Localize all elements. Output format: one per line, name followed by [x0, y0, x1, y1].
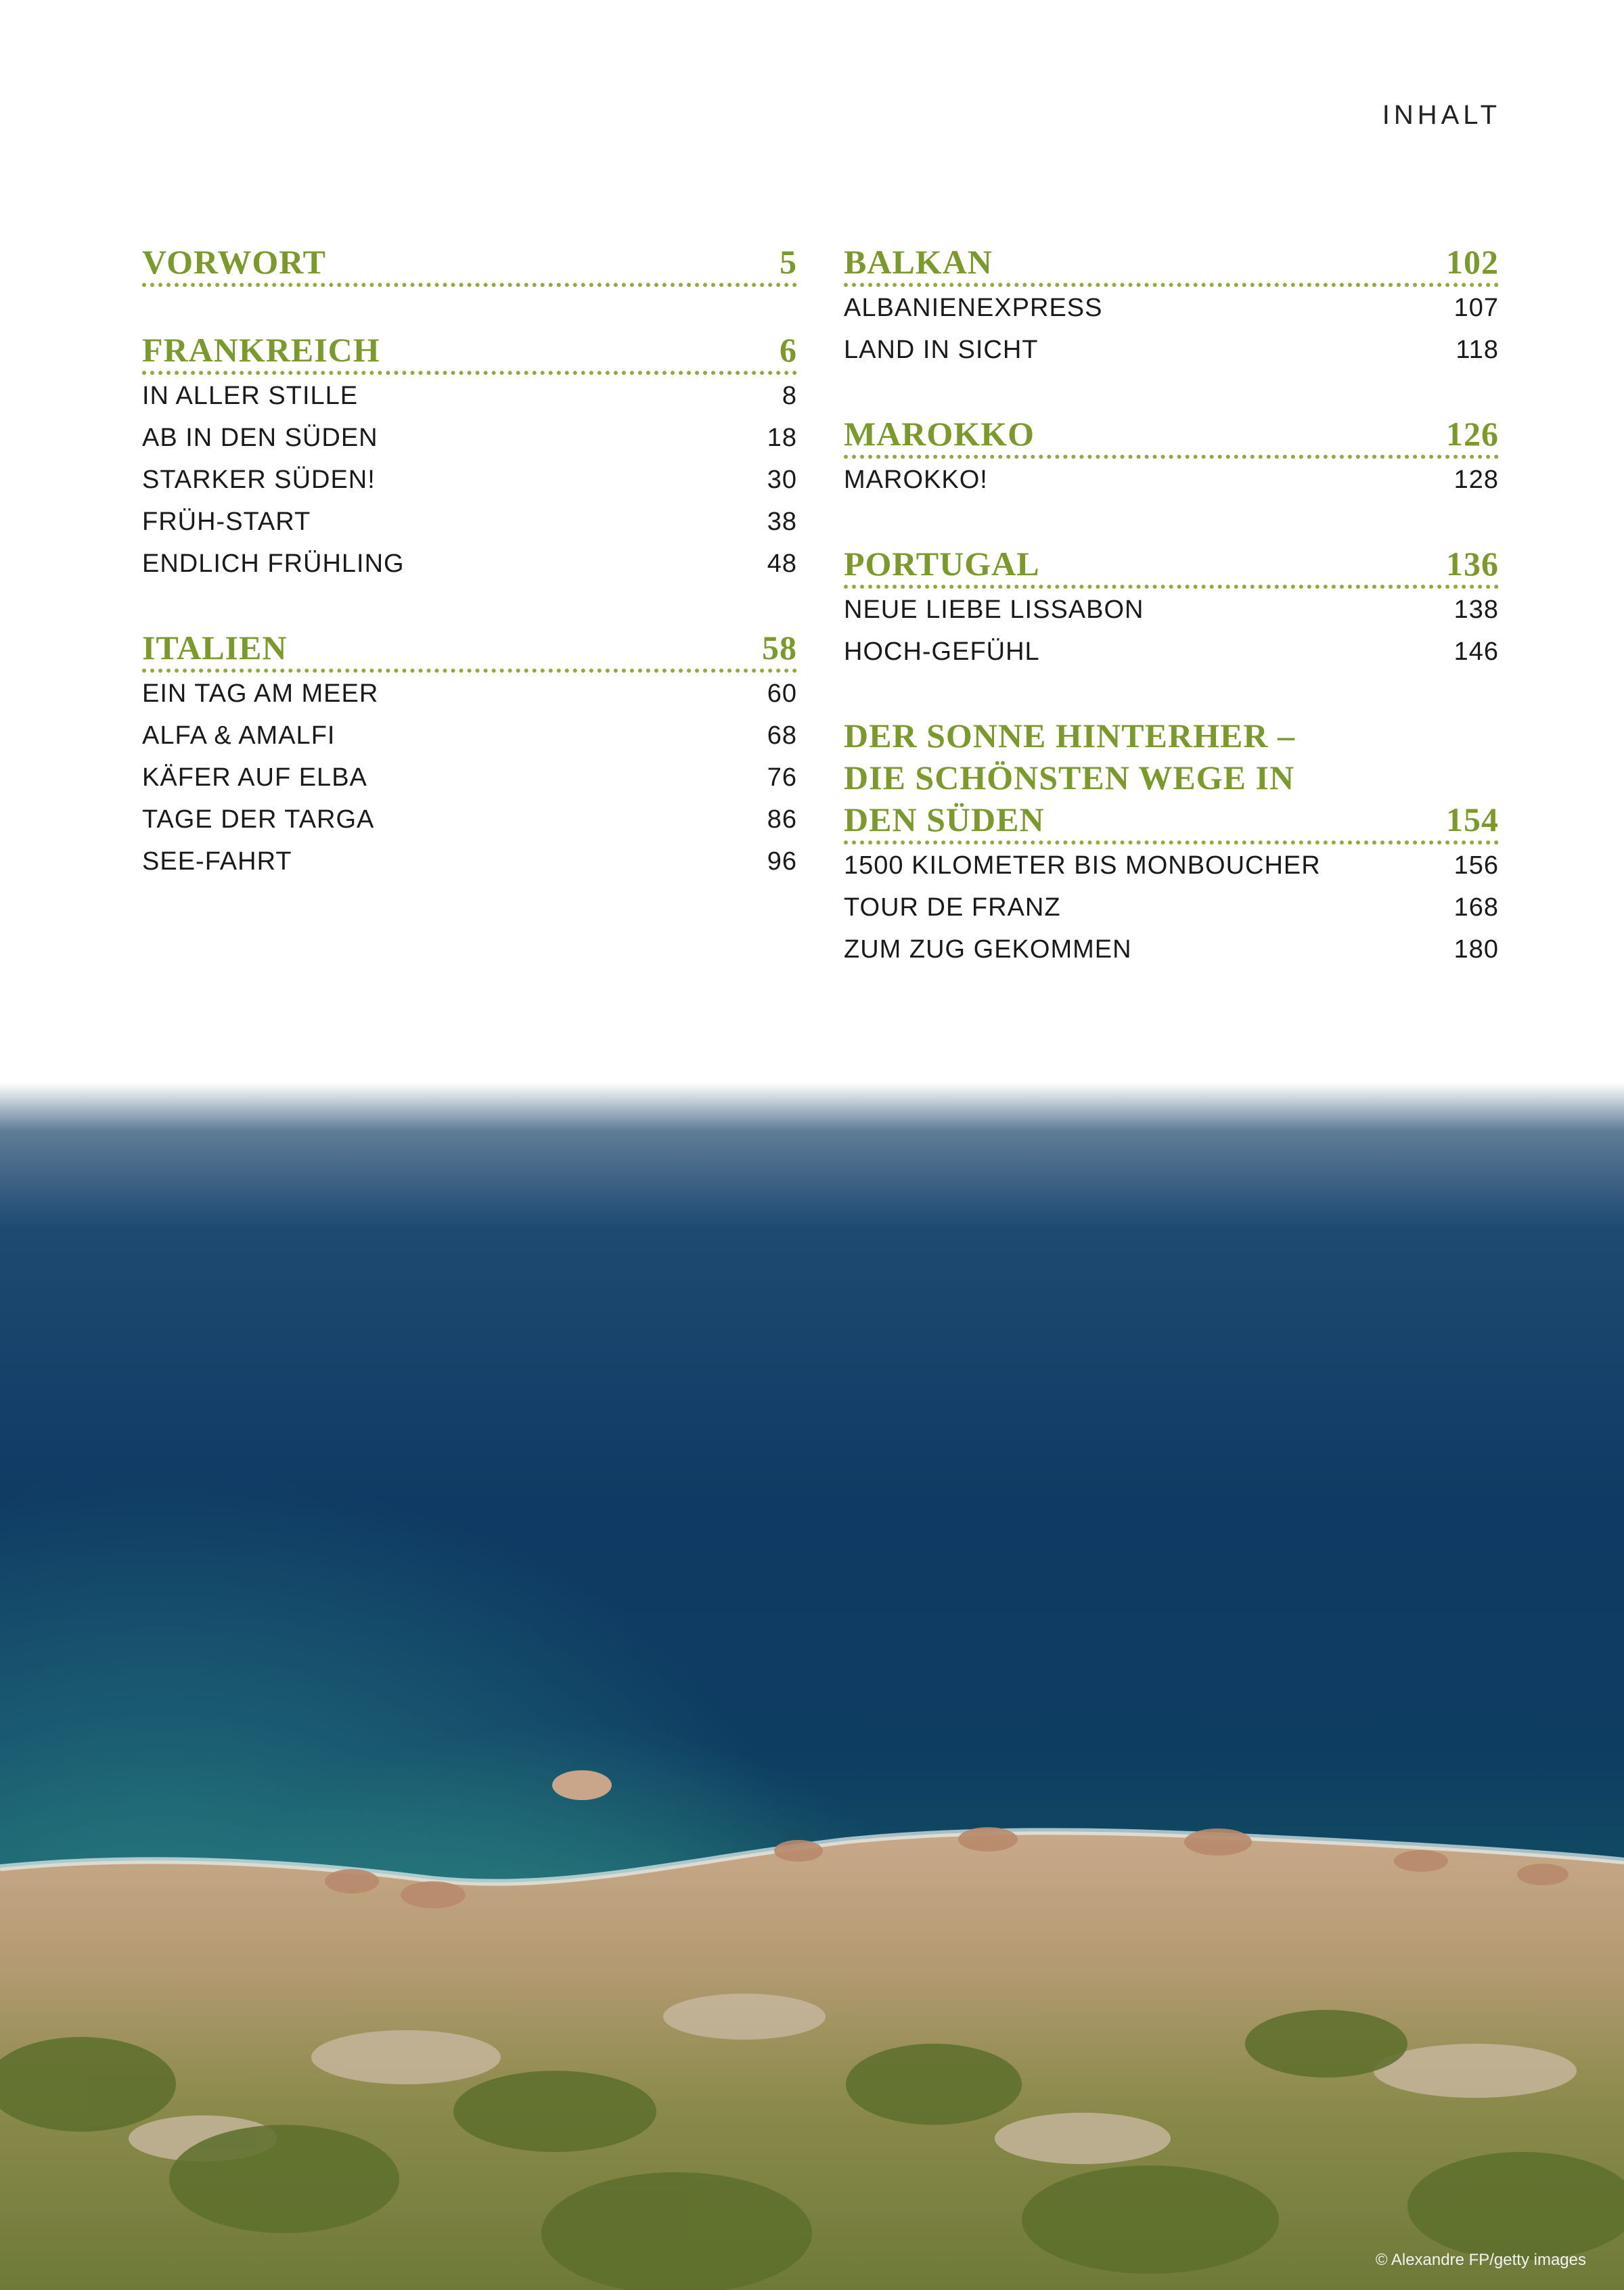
entry-page: 180 [1453, 935, 1499, 964]
entry-label: LAND IN SICHT [844, 336, 1039, 364]
section-page-number: 102 [1446, 243, 1499, 281]
entry-page: 8 [782, 382, 797, 410]
section-title: BALKAN [844, 243, 993, 281]
toc-section-italien [142, 627, 797, 882]
entry-label: TAGE DER TARGA [142, 805, 375, 834]
entry-page: 48 [767, 549, 797, 578]
toc-section-der-sonne-hinterher [844, 715, 1499, 970]
entry-label: TOUR DE FRANZ [844, 893, 1061, 922]
toc-entry[interactable] [142, 375, 797, 417]
entry-label: KÄFER AUF ELBA [142, 763, 367, 792]
entry-page: 138 [1453, 596, 1499, 624]
entry-page: 18 [767, 424, 797, 452]
page-header-inhalt: INHALT [1382, 100, 1501, 130]
entry-label: STARKER SÜDEN! [142, 466, 376, 494]
section-heading[interactable] [142, 329, 797, 375]
toc-entry[interactable] [142, 459, 797, 501]
entry-page: 60 [767, 679, 797, 708]
entry-page: 96 [767, 847, 797, 876]
section-heading[interactable] [142, 627, 797, 673]
toc-entry[interactable] [142, 715, 797, 757]
toc-entry[interactable] [142, 757, 797, 799]
section-page-number: 136 [1446, 545, 1499, 583]
entry-page: 146 [1453, 637, 1499, 666]
toc-entry[interactable] [844, 287, 1499, 329]
toc-entry[interactable] [844, 589, 1499, 631]
photo-credit: © Alexandre FP/getty images [1375, 2251, 1586, 2269]
toc-entry[interactable] [142, 417, 797, 459]
toc-section-frankreich [142, 329, 797, 585]
section-heading[interactable] [142, 241, 797, 287]
entry-page: 30 [767, 466, 797, 494]
toc-column-right [844, 241, 1499, 1012]
section-page-number: 5 [780, 243, 797, 281]
section-title: ITALIEN [142, 629, 288, 667]
section-title: FRANKREICH [142, 331, 380, 369]
entry-label: HOCH-GEFÜHL [844, 637, 1040, 666]
entry-label: ALBANIENEXPRESS [844, 294, 1103, 322]
section-page-number: 58 [762, 629, 797, 667]
section-title: MAROKKO [844, 415, 1035, 453]
entry-page: 118 [1456, 336, 1499, 364]
entry-label: ENDLICH FRÜHLING [142, 549, 405, 578]
toc-section-balkan [844, 241, 1499, 371]
section-title: PORTUGAL [844, 545, 1040, 583]
entry-page: 86 [767, 805, 797, 834]
toc-entry[interactable] [142, 501, 797, 543]
section-page-number: 126 [1446, 415, 1499, 453]
toc-entry[interactable] [142, 673, 797, 715]
section-page-number: 154 [1446, 801, 1499, 838]
toc-section-vorwort [142, 241, 797, 287]
toc-entry[interactable] [142, 543, 797, 585]
toc-section-portugal [844, 543, 1499, 673]
toc-entry[interactable] [844, 886, 1499, 928]
entry-label: AB IN DEN SÜDEN [142, 424, 378, 452]
toc-column-left [142, 241, 797, 924]
entry-page: 38 [767, 508, 797, 536]
entry-page: 156 [1453, 851, 1499, 880]
entry-label: MAROKKO! [844, 466, 988, 494]
section-page-number: 6 [780, 331, 797, 369]
toc-entry[interactable] [844, 845, 1499, 886]
toc-entry[interactable] [844, 459, 1499, 501]
section-heading[interactable] [844, 715, 1499, 845]
entry-label: ALFA & AMALFI [142, 721, 336, 750]
toc-entry[interactable] [844, 329, 1499, 371]
section-title: VORWORT [142, 243, 326, 281]
entry-page: 76 [767, 763, 797, 792]
entry-label: IN ALLER STILLE [142, 382, 359, 410]
toc-entry[interactable] [844, 928, 1499, 970]
section-title: DER SONNE HINTERHER – DIE SCHÖNSTEN WEGE IN DEN SÜDEN [844, 717, 1295, 838]
entry-page: 128 [1453, 466, 1499, 494]
entry-label: SEE-FAHRT [142, 847, 292, 876]
entry-label: 1500 KILOMETER BIS MONBOUCHER [844, 851, 1321, 880]
entry-label: ZUM ZUG GEKOMMEN [844, 935, 1132, 964]
toc-entry[interactable] [142, 799, 797, 840]
entry-page: 168 [1453, 893, 1499, 922]
toc-entry[interactable] [844, 631, 1499, 673]
toc-section-marokko [844, 413, 1499, 501]
entry-label: FRÜH-START [142, 508, 311, 536]
entry-label: EIN TAG AM MEER [142, 679, 379, 708]
entry-page: 68 [767, 721, 797, 750]
section-heading[interactable] [844, 413, 1499, 459]
coastline-photo [0, 1083, 1624, 2290]
section-heading[interactable] [844, 543, 1499, 589]
toc-entry[interactable] [142, 840, 797, 882]
section-heading[interactable] [844, 241, 1499, 287]
entry-label: NEUE LIEBE LISSABON [844, 596, 1144, 624]
entry-page: 107 [1453, 294, 1499, 322]
